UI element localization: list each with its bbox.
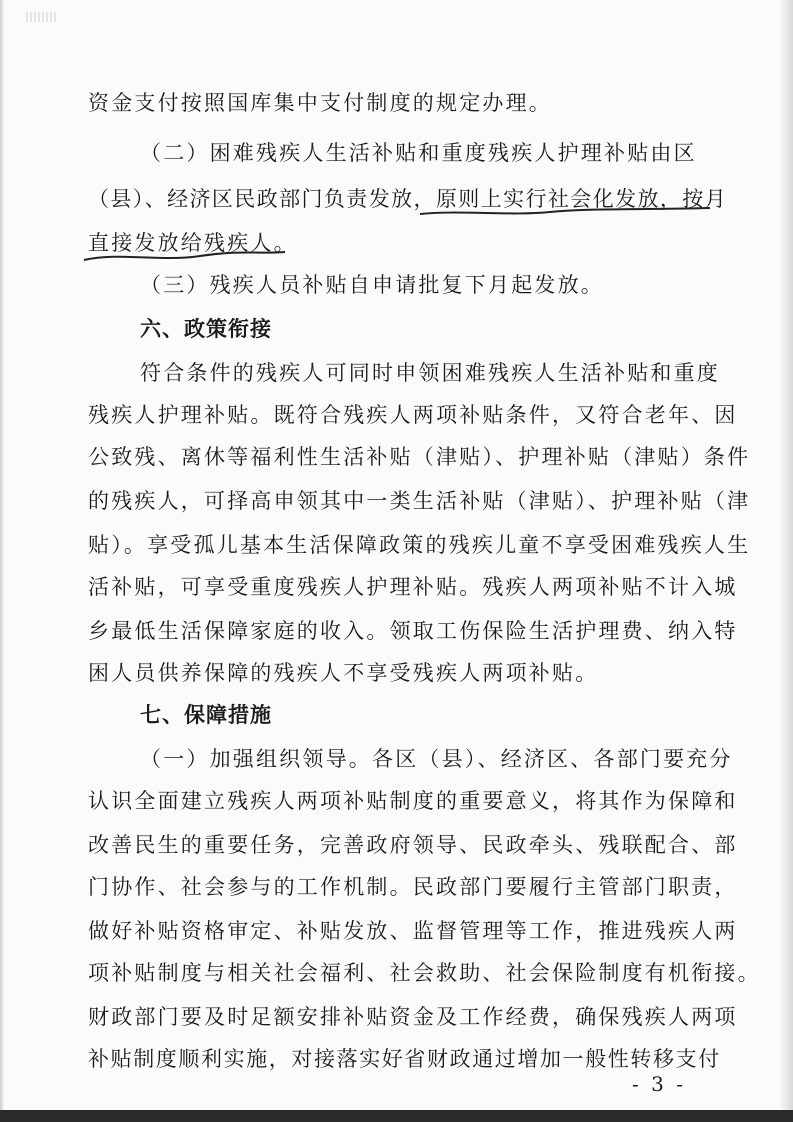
- text-line-19: 门协作、社会参与的工作机制。民政部门要履行主管部门职责，: [88, 875, 738, 899]
- text-line-2: （二）困难残疾人生活补贴和重度残疾人护理补贴由区: [140, 141, 697, 165]
- text-line-12: 活补贴，可享受重度残疾人护理补贴。残疾人两项补贴不计入城: [88, 575, 738, 599]
- text-line-10: 的残疾人，可择高申领其中一类生活补贴（津贴）、护理补贴（津: [88, 489, 751, 513]
- text-line-14: 困人员供养保障的残疾人不享受残疾人两项补贴。: [88, 661, 599, 685]
- scan-edge-right: [779, 0, 793, 1122]
- text-line-20: 做好补贴资格审定、补贴发放、监督管理等工作，推进残疾人两: [88, 919, 738, 943]
- text-line-8: 残疾人护理补贴。既符合残疾人两项补贴条件，又符合老年、因: [88, 403, 738, 427]
- text-line-13: 乡最低生活保障家庭的收入。领取工伤保险生活护理费、纳入特: [88, 619, 738, 643]
- section-heading-7: 七、保障措施: [140, 703, 272, 727]
- scan-edge-bottom: [0, 1110, 793, 1122]
- text-line-18: 改善民生的重要任务，完善政府领导、民政牵头、残联配合、部: [88, 833, 738, 857]
- text-line-11: 贴）。享受孤儿基本生活保障政策的残疾儿童不享受困难残疾人生: [88, 533, 751, 557]
- text-line-5: （三）残疾人员补贴自申请批复下月起发放。: [140, 273, 604, 297]
- text-line-9: 公致残、离休等福利性生活补贴（津贴）、护理补贴（津贴）条件: [88, 445, 751, 469]
- section-heading-6: 六、政策衔接: [140, 317, 272, 341]
- text-line-21: 项补贴制度与相关社会福利、社会救助、社会保险制度有机衔接。: [88, 961, 761, 985]
- text-line-16: （一）加强组织领导。各区（县）、经济区、各部门要充分: [140, 747, 733, 771]
- text-line-4: 直接发放给残疾人。: [88, 231, 297, 255]
- page-number: - 3 -: [632, 1072, 686, 1096]
- scan-artifact: [26, 12, 56, 22]
- text-line-7: 符合条件的残疾人可同时申领困难残疾人生活补贴和重度: [140, 361, 720, 385]
- text-line-23: 补贴制度顺利实施，对接落实好省财政通过增加一般性转移支付: [88, 1047, 721, 1071]
- text-line-17: 认识全面建立残疾人两项补贴制度的重要意义，将其作为保障和: [88, 789, 738, 813]
- text-line-1: 资金支付按照国库集中支付制度的规定办理。: [88, 91, 552, 115]
- scan-edge-left: [0, 0, 4, 1122]
- text-line-3: （县）、经济区民政部门负责发放，原则上实行社会化发放，按月: [88, 187, 728, 211]
- text-line-22: 财政部门要及时足额安排补贴资金及工作经费，确保残疾人两项: [88, 1005, 738, 1029]
